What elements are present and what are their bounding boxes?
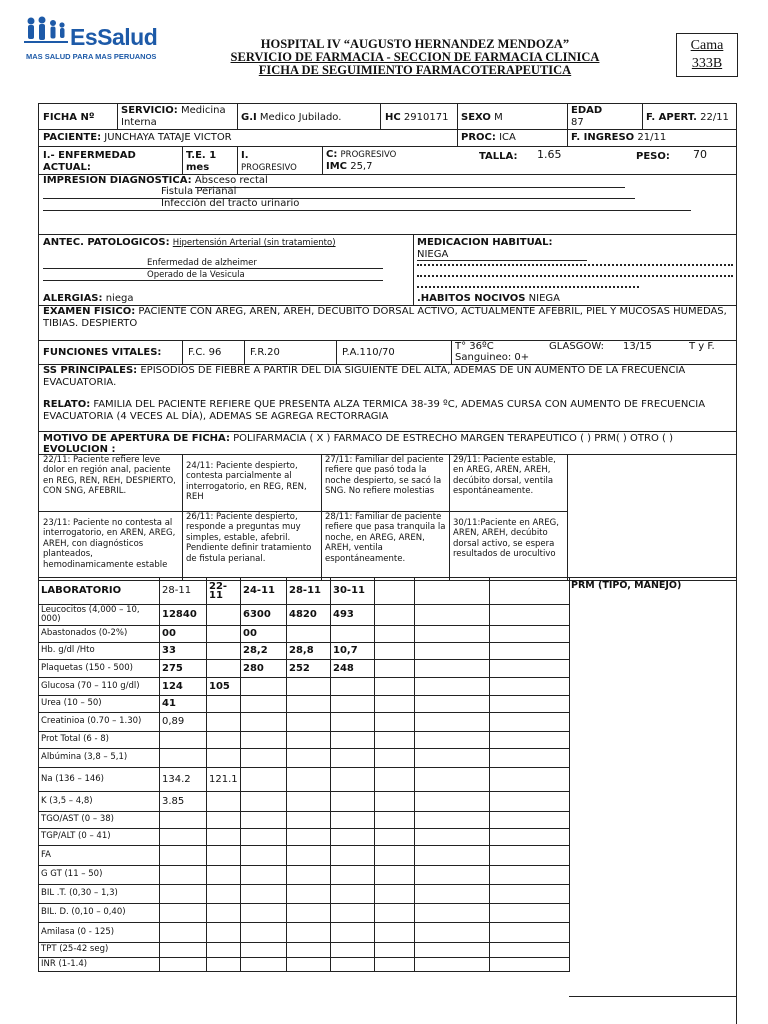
lab-value xyxy=(207,626,241,643)
lab-value: 28,8 xyxy=(287,643,331,660)
lab-test-name: Hb. g/dl /Hto xyxy=(39,643,160,660)
lab-value xyxy=(415,749,490,768)
lab-value xyxy=(207,749,241,768)
te-label: T.E. 1 mes xyxy=(186,150,217,173)
lab-test-name: BIL. D. (0,10 – 0,40) xyxy=(39,904,160,923)
lab-value xyxy=(331,885,375,904)
lab-row xyxy=(39,678,570,696)
lab-value xyxy=(331,958,375,972)
lab-value xyxy=(415,904,490,923)
lab-value: 0,89 xyxy=(160,713,207,732)
lab-value: 10,7 xyxy=(331,643,375,660)
lab-value xyxy=(375,958,415,972)
temp-value: T° 36ºC xyxy=(455,341,494,352)
lab-value xyxy=(331,829,375,846)
lab-value xyxy=(331,696,375,713)
lab-row xyxy=(39,696,570,713)
lab-value xyxy=(375,713,415,732)
lab-value xyxy=(490,626,570,643)
lab-test-name: Leucocitos (4,000 – 10, 000) xyxy=(39,605,160,626)
lab-date: 28-11 xyxy=(160,578,207,605)
c-value: PROGRESIVO xyxy=(340,150,397,160)
lab-value xyxy=(287,904,331,923)
lab-value xyxy=(331,678,375,696)
lab-value xyxy=(287,678,331,696)
lab-value xyxy=(331,732,375,749)
lab-value xyxy=(241,904,287,923)
lab-value xyxy=(490,943,570,958)
lab-test-name: Urea (10 – 50) xyxy=(39,696,160,713)
lab-value: 121.1 xyxy=(207,768,241,792)
lab-test-name: TGP/ALT (0 – 41) xyxy=(39,829,160,846)
lab-value xyxy=(415,829,490,846)
lab-value xyxy=(490,866,570,885)
servicio-value: Medicina Interna xyxy=(121,105,226,128)
pa-value: P.A.110/70 xyxy=(342,347,395,358)
lab-row xyxy=(39,643,570,660)
servicio-line: SERVICIO DE FARMACIA - SECCION DE FARMACIA CLINICA xyxy=(230,50,600,64)
lab-value xyxy=(490,923,570,943)
evolucion-label: EVOLUCION : xyxy=(43,444,116,455)
examen-label: EXAMEN FISICO: xyxy=(43,306,136,317)
lab-value xyxy=(375,792,415,812)
edad-value: 87 xyxy=(571,116,584,128)
lab-value xyxy=(490,958,570,972)
lab-row xyxy=(39,866,570,885)
lab-value xyxy=(415,885,490,904)
lab-value xyxy=(241,732,287,749)
lab-value xyxy=(287,713,331,732)
relato-label: RELATO: xyxy=(43,399,91,410)
essalud-logo xyxy=(24,16,164,62)
prm-label: PRM (TIPO, MANEJO) xyxy=(571,580,682,591)
lab-value xyxy=(375,885,415,904)
lab-value xyxy=(207,904,241,923)
lab-value: 280 xyxy=(241,660,287,678)
document-title xyxy=(180,38,650,77)
lab-value: 4820 xyxy=(287,605,331,626)
lab-value xyxy=(415,943,490,958)
lab-value: 105 xyxy=(207,678,241,696)
lab-value xyxy=(415,696,490,713)
lab-value xyxy=(207,958,241,972)
lab-value xyxy=(207,696,241,713)
lab-test-name: BIL .T. (0,30 – 1,3) xyxy=(39,885,160,904)
lab-value xyxy=(490,696,570,713)
lab-value xyxy=(207,885,241,904)
vitales-label: FUNCIONES VITALES: xyxy=(43,347,162,358)
lab-row xyxy=(39,943,570,958)
lab-value xyxy=(331,713,375,732)
lab-value xyxy=(241,923,287,943)
lab-value xyxy=(331,812,375,829)
evolucion-entry: 27/11: Familiar del paciente refiere que pasó toda la noche despierto, se sacó la SNG. No refiere molestias xyxy=(325,455,444,497)
lab-value xyxy=(375,678,415,696)
lab-value xyxy=(375,749,415,768)
lab-test-name: TPT (25-42 seg) xyxy=(39,943,160,958)
lab-value xyxy=(375,846,415,866)
lab-value xyxy=(241,696,287,713)
lab-value xyxy=(331,768,375,792)
lab-test-name: K (3,5 – 4,8) xyxy=(39,792,160,812)
lab-value xyxy=(415,846,490,866)
lab-test-name: Amilasa (0 - 125) xyxy=(39,923,160,943)
lab-value xyxy=(415,732,490,749)
lab-value xyxy=(207,660,241,678)
lab-row xyxy=(39,904,570,923)
lab-value xyxy=(207,829,241,846)
lab-date xyxy=(490,578,570,605)
ss-label: SS PRINCIPALES: xyxy=(43,365,138,376)
logo-tagline: MAS SALUD PARA MAS PERUANOS xyxy=(26,52,157,61)
prm-column xyxy=(569,577,737,997)
lab-value xyxy=(490,643,570,660)
lab-value xyxy=(287,923,331,943)
evolucion-entry: 29/11: Paciente estable, en AREG, AREN, AREH, decúbito dorsal, ventila espontáneamente. xyxy=(453,455,556,497)
lab-value xyxy=(207,713,241,732)
motivo-label: MOTIVO DE APERTURA DE FICHA: xyxy=(43,433,230,444)
tyf-label: T y F. xyxy=(689,341,715,352)
lab-value xyxy=(375,904,415,923)
impresion-item-1: Absceso rectal xyxy=(195,175,625,188)
lab-value xyxy=(287,749,331,768)
medicacion-label: MEDICACION HABITUAL: xyxy=(417,237,553,248)
lab-row xyxy=(39,885,570,904)
lab-value xyxy=(287,846,331,866)
lab-value: 41 xyxy=(160,696,207,713)
lab-row xyxy=(39,792,570,812)
lab-value xyxy=(160,846,207,866)
right-border xyxy=(736,577,737,1024)
lab-value xyxy=(331,846,375,866)
lab-value xyxy=(375,943,415,958)
evolucion-entry: 22/11: Paciente refiere leve dolor en región anal, paciente en REG, REN, REH, DESPIERTO, CON SNG, AFEBRIL. xyxy=(43,455,176,497)
lab-value xyxy=(490,885,570,904)
impresion-item-2: Fistula Perianal xyxy=(161,186,635,199)
lab-header-label: LABORATORIO xyxy=(39,578,160,605)
lab-value xyxy=(331,904,375,923)
lab-value xyxy=(415,660,490,678)
lab-value xyxy=(287,792,331,812)
hc-value: 2910171 xyxy=(403,112,449,123)
lab-row xyxy=(39,626,570,643)
lab-value xyxy=(415,626,490,643)
lab-value: 00 xyxy=(160,626,207,643)
lab-value xyxy=(207,866,241,885)
proc-value: ICA xyxy=(499,132,516,143)
glasgow-value: 13/15 xyxy=(623,341,652,352)
lab-value: 248 xyxy=(331,660,375,678)
lab-header-row xyxy=(39,578,570,605)
lab-value xyxy=(241,812,287,829)
fingreso-label: F. INGRESO xyxy=(571,132,635,143)
alergias-value: niega xyxy=(106,293,336,306)
lab-value: 12840 xyxy=(160,605,207,626)
lab-value xyxy=(375,923,415,943)
lab-value xyxy=(490,904,570,923)
evolucion-entry: 30/11:Paciente en AREG, AREN, AREH, decúbito dorsal activo, se espera resultados de urocultivo xyxy=(453,518,559,560)
habitos-value: NIEGA xyxy=(528,293,560,304)
lab-test-name: Na (136 – 146) xyxy=(39,768,160,792)
lab-value xyxy=(490,660,570,678)
impresion-item-3: Infección del tracto urinario xyxy=(161,198,691,211)
lab-value xyxy=(415,812,490,829)
lab-value xyxy=(207,812,241,829)
lab-value xyxy=(287,866,331,885)
gi-label: G.I xyxy=(241,112,257,123)
lab-value xyxy=(375,812,415,829)
lab-value xyxy=(160,958,207,972)
paciente-label: PACIENTE: xyxy=(43,132,102,143)
lab-value xyxy=(207,923,241,943)
lab-row xyxy=(39,923,570,943)
lab-value xyxy=(287,812,331,829)
lab-value xyxy=(160,866,207,885)
habitos-label: .HABITOS NOCIVOS xyxy=(417,293,526,304)
lab-value xyxy=(490,846,570,866)
lab-value xyxy=(331,749,375,768)
antecedente-2: Enfermedad de alzheimer xyxy=(43,258,383,269)
paciente-value: JUNCHAYA TATAJE VICTOR xyxy=(104,132,232,143)
proc-label: PROC: xyxy=(461,132,496,143)
lab-value xyxy=(331,943,375,958)
lab-value xyxy=(287,943,331,958)
lab-value xyxy=(415,678,490,696)
fapert-value: 22/11 xyxy=(700,112,729,123)
lab-value: 6300 xyxy=(241,605,287,626)
lab-value xyxy=(287,885,331,904)
lab-value xyxy=(207,792,241,812)
lab-date: 24-11 xyxy=(241,578,287,605)
lab-row xyxy=(39,846,570,866)
alergias-label: ALERGIAS: xyxy=(43,293,103,304)
lab-value: 28,2 xyxy=(241,643,287,660)
lab-value: 134.2 xyxy=(160,768,207,792)
lab-value: 252 xyxy=(287,660,331,678)
talla-value: 1.65 xyxy=(537,149,562,161)
medicacion-value: NIEGA xyxy=(417,249,587,262)
lab-test-name: FA xyxy=(39,846,160,866)
lab-test-name: Abastonados (0-2%) xyxy=(39,626,160,643)
lab-value xyxy=(490,749,570,768)
impresion-label: IMPRESIÓN DIAGNÓSTICA: xyxy=(43,175,192,186)
lab-value xyxy=(490,605,570,626)
lab-value xyxy=(160,923,207,943)
lab-row xyxy=(39,713,570,732)
i-value: PROGRESIVO xyxy=(241,162,297,173)
lab-value xyxy=(415,958,490,972)
imc-value: 25,7 xyxy=(350,160,373,172)
evolucion-entry: 23/11: Paciente no contesta al interrogatorio, en AREN, AREG, AREH, con diagnósticos planteados, hemodinamicamente estable xyxy=(43,518,176,570)
fingreso-value: 21/11 xyxy=(637,132,667,143)
lab-value xyxy=(160,812,207,829)
lab-value xyxy=(241,749,287,768)
lab-value xyxy=(415,713,490,732)
lab-value xyxy=(241,885,287,904)
lab-value xyxy=(415,768,490,792)
lab-test-name: Prot Total (6 - 8) xyxy=(39,732,160,749)
lab-value xyxy=(207,605,241,626)
lab-value: 3.85 xyxy=(160,792,207,812)
sexo-value: M xyxy=(494,112,503,123)
lab-value xyxy=(160,749,207,768)
lab-test-name: Creatinioa (0.70 – 1.30) xyxy=(39,713,160,732)
peso-value: 70 xyxy=(693,149,707,161)
lab-test-name: G GT (11 – 50) xyxy=(39,866,160,885)
lab-value xyxy=(331,866,375,885)
lab-value xyxy=(490,713,570,732)
lab-value xyxy=(207,846,241,866)
lab-test-name: Albúmina (3,8 – 5,1) xyxy=(39,749,160,768)
lab-value xyxy=(241,829,287,846)
lab-value xyxy=(490,812,570,829)
imc-label: IMC xyxy=(326,160,348,172)
lab-value xyxy=(241,846,287,866)
lab-date xyxy=(375,578,415,605)
lab-value xyxy=(207,643,241,660)
lab-value xyxy=(160,904,207,923)
edad-label: EDAD xyxy=(571,105,603,116)
lab-value xyxy=(331,792,375,812)
antecedente-3: Operado de la Vesicula xyxy=(43,270,383,281)
cama-label: Cama xyxy=(690,38,724,53)
lab-value xyxy=(287,732,331,749)
motivo-value: POLIFARMACIA ( X ) FARMACO DE ESTRECHO MARGEN TERAPEUTICO ( ) PRM( ) OTRO ( ) xyxy=(233,433,673,444)
lab-value: 493 xyxy=(331,605,375,626)
examen-value: PACIENTE CON AREG, AREN, AREH, DECÚBITO DORSAL ACTIVO, ACTUALMENTE AFEBRIL, PIEL Y MUCOSAS HUMEDAS, TIBIAS. DESPIERTO xyxy=(43,306,727,329)
lab-row xyxy=(39,749,570,768)
hc-label: HC xyxy=(385,112,401,123)
lab-value xyxy=(160,732,207,749)
antecedentes-label: ANTEC. PATOLÓGICOS: xyxy=(43,237,170,248)
evolucion-entry: 24/11: Paciente despierto, contesta parcialmente al interrogatorio, en REG, REN, REH xyxy=(186,461,307,503)
lab-value xyxy=(241,958,287,972)
servicio-label: SERVICIO: xyxy=(121,105,178,116)
lab-date: 30-11 xyxy=(331,578,375,605)
lab-value: 00 xyxy=(241,626,287,643)
ss-value: EPISODIOS DE FIEBRE A PARTIR DEL DIA SIGUIENTE DEL ALTA, ADEMAS DE UN AUMENTO DE LA FRECUENCIA EVACUATORIA. xyxy=(43,365,686,388)
fc-value: F.C. 96 xyxy=(188,347,222,358)
lab-value xyxy=(287,768,331,792)
lab-value: 275 xyxy=(160,660,207,678)
lab-value xyxy=(160,885,207,904)
lab-value xyxy=(331,923,375,943)
lab-date xyxy=(415,578,490,605)
lab-value xyxy=(160,829,207,846)
lab-value xyxy=(241,768,287,792)
lab-value xyxy=(490,829,570,846)
lab-row xyxy=(39,605,570,626)
lab-value xyxy=(241,713,287,732)
lab-value: 124 xyxy=(160,678,207,696)
sanguineo-value: Sanguineo: 0+ xyxy=(455,352,530,363)
lab-row xyxy=(39,732,570,749)
family-figures-icon xyxy=(24,16,70,48)
lab-date: 22-11 xyxy=(207,578,241,605)
talla-label: TALLA: xyxy=(479,151,518,162)
lab-value xyxy=(415,923,490,943)
lab-row xyxy=(39,768,570,792)
lab-row xyxy=(39,829,570,846)
lab-row xyxy=(39,958,570,972)
peso-label: PESO: xyxy=(636,151,670,162)
lab-row xyxy=(39,660,570,678)
ficha-line: FICHA DE SEGUIMIENTO FARMACOTERAPEUTICA xyxy=(258,63,572,77)
lab-value xyxy=(287,696,331,713)
lab-value xyxy=(207,943,241,958)
cama-box xyxy=(676,33,738,77)
lab-value xyxy=(415,605,490,626)
lab-value xyxy=(415,643,490,660)
lab-value xyxy=(375,626,415,643)
evolucion-entry: 28/11: Familiar de paciente refiere que pasa tranquila la noche, en AREG, AREN, AREH, ventila espontáneamente. xyxy=(325,512,446,564)
lab-value xyxy=(490,792,570,812)
lab-row xyxy=(39,812,570,829)
lab-value xyxy=(375,605,415,626)
lab-date: 28-11 xyxy=(287,578,331,605)
lab-test-name: Glucosa (70 – 110 g/dl) xyxy=(39,678,160,696)
c-label: C: xyxy=(326,149,338,160)
lab-value xyxy=(490,732,570,749)
lab-value xyxy=(287,626,331,643)
lab-value xyxy=(241,943,287,958)
lab-value: 33 xyxy=(160,643,207,660)
lab-value xyxy=(375,660,415,678)
lab-value xyxy=(415,866,490,885)
ficha-label: FICHA Nº xyxy=(43,112,95,123)
lab-value xyxy=(375,643,415,660)
lab-test-name: Plaquetas (150 - 500) xyxy=(39,660,160,678)
fr-value: F.R.20 xyxy=(250,347,280,358)
lab-value xyxy=(375,866,415,885)
lab-test-name: INR (1-1.4) xyxy=(39,958,160,972)
relato-value: FAMILIA DEL PACIENTE REFIERE QUE PRESENTA ALZA TERMICA 38-39 ºC, ADEMAS CURSA CON AUMENTO DE FRECUENCIA EVACUATORIA (4 VECES AL DÍA), ADEMAS SE AGREGA RECTORRAGIA xyxy=(43,399,706,422)
lab-value xyxy=(287,958,331,972)
lab-value xyxy=(490,768,570,792)
lab-value xyxy=(375,829,415,846)
lab-value xyxy=(375,768,415,792)
fapert-label: F. APERT. xyxy=(646,112,697,123)
logo-wordmark: EsSalud xyxy=(70,24,158,50)
antecedente-1: Hipertensión Arterial (sin tratamiento) xyxy=(172,238,336,248)
evolucion-entry: 26/11: Paciente despierto, responde a preguntas muy simples, estable, afebril. Pendiente definir tratamiento de fistula perianal. xyxy=(186,512,312,564)
lab-value xyxy=(241,866,287,885)
lab-value xyxy=(160,943,207,958)
cama-value: 333B xyxy=(691,56,723,71)
lab-value xyxy=(241,792,287,812)
gi-value: Medico Jubilado. xyxy=(259,112,342,123)
lab-value xyxy=(241,678,287,696)
glasgow-label: GLASGOW: xyxy=(549,341,605,352)
laboratorio-table xyxy=(38,577,570,972)
sexo-label: SEXO xyxy=(461,112,491,123)
hospital-name: HOSPITAL IV “AUGUSTO HERNANDEZ MENDOZA” xyxy=(260,37,570,51)
lab-value xyxy=(375,696,415,713)
patient-form xyxy=(38,103,737,581)
lab-value xyxy=(375,732,415,749)
lab-value xyxy=(490,678,570,696)
lab-value xyxy=(415,792,490,812)
enfermedad-label: I.- ENFERMEDAD ACTUAL: xyxy=(43,150,136,173)
lab-value xyxy=(331,626,375,643)
lab-value xyxy=(207,732,241,749)
lab-test-name: TGO/AST (0 – 38) xyxy=(39,812,160,829)
lab-value xyxy=(287,829,331,846)
i-label: I. xyxy=(241,150,249,161)
